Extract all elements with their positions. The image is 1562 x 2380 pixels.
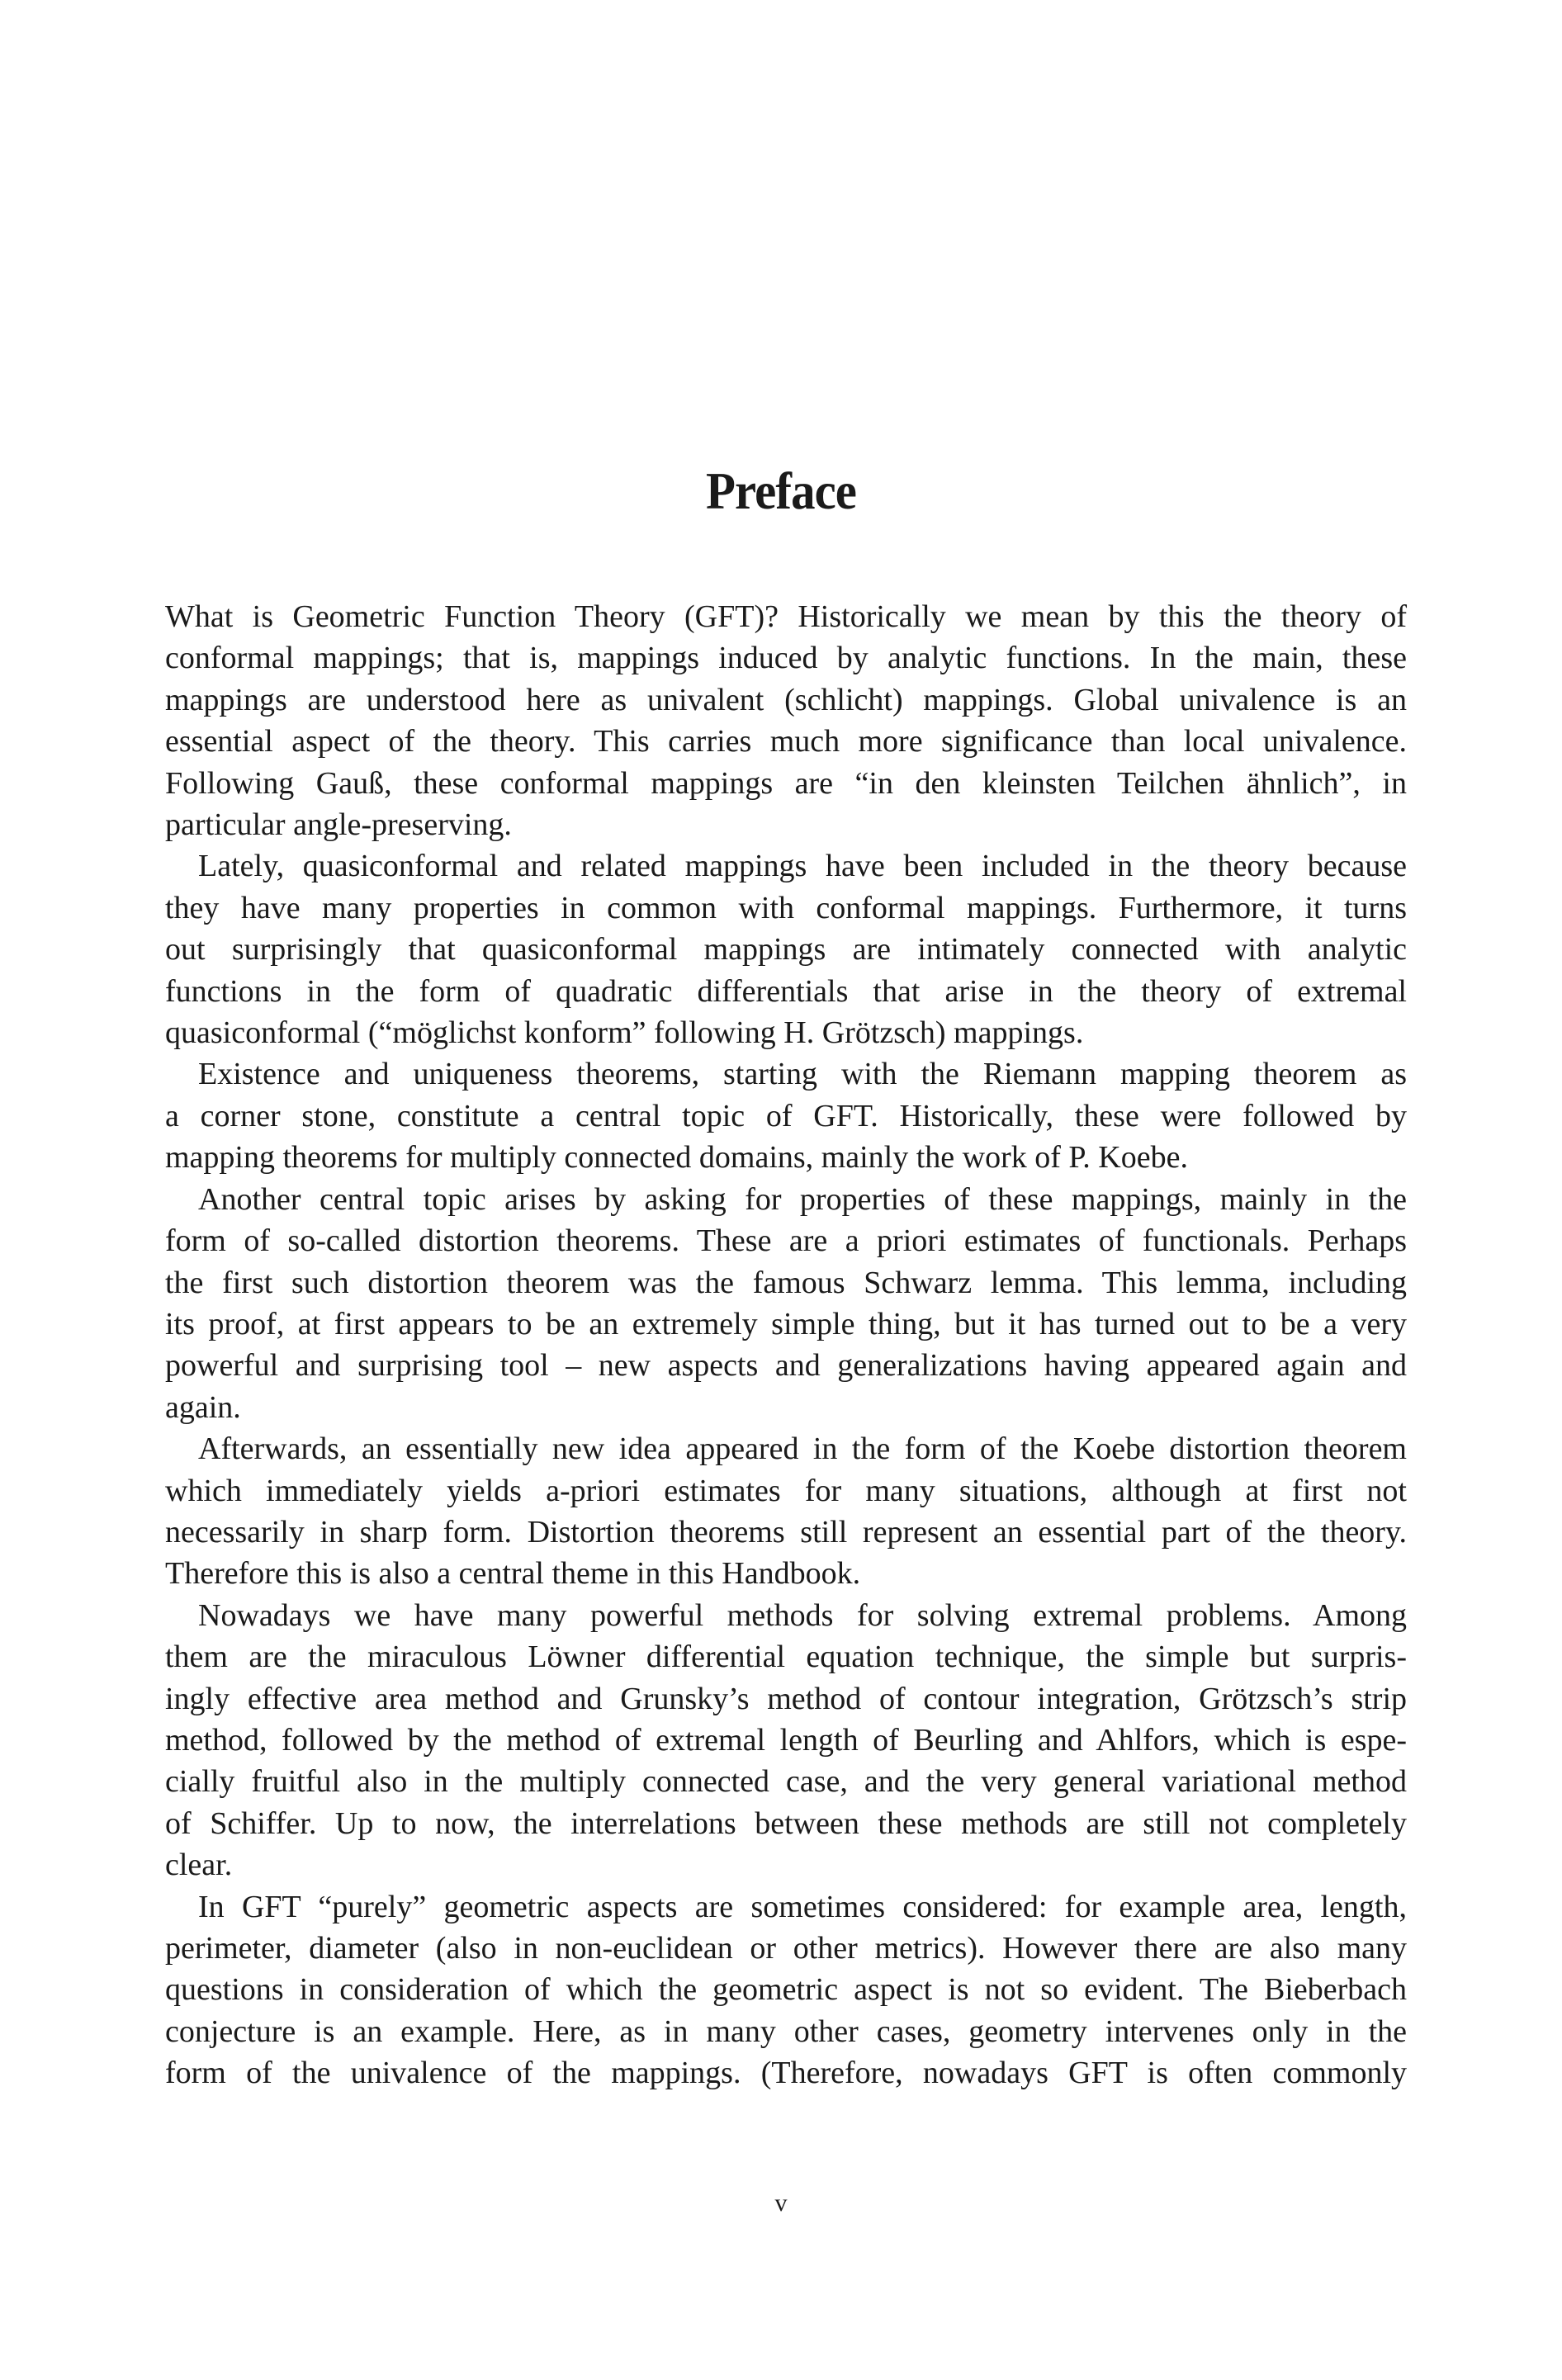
text-line: a corner stone, constitute a central topic of GFT. Historically, these were followed by (165, 1098, 1407, 1133)
text-line: Another central topic arises by asking for properties of these mappings, mainly in the (198, 1181, 1407, 1217)
paragraph (165, 1053, 1407, 1178)
paragraph (165, 845, 1407, 1053)
text-line: What is Geometric Function Theory (GFT)? Historically we mean by this the theory of (165, 599, 1407, 634)
text-line: the first such distortion theorem was the famous Schwarz lemma. This lemma, including (165, 1265, 1407, 1300)
text-line: mappings are understood here as univalent (schlicht) mappings. Global univalence is an (165, 682, 1407, 717)
text-line: its proof, at first appears to be an extremely simple thing, but it has turned out to be a very (165, 1306, 1407, 1341)
text-line: Afterwards, an essentially new idea appeared in the form of the Koebe distortion theorem (198, 1431, 1407, 1467)
text-line: Existence and uniqueness theorems, starting with the Riemann mapping theorem as (198, 1057, 1407, 1092)
text-line: Nowadays we have many powerful methods for solving extremal problems. Among (198, 1597, 1407, 1633)
text-line: conjecture is an example. Here, as in many other cases, geometry intervenes only in the (165, 2013, 1407, 2049)
text-line: form of the univalence of the mappings. (Therefore, nowadays GFT is often commonly (165, 2056, 1407, 2091)
paragraph (165, 1428, 1407, 1595)
text-line: them are the miraculous Löwner differential equation technique, the simple but surpris- (165, 1640, 1407, 1675)
text-line: clear. (165, 1848, 233, 1883)
text-line: conformal mappings; that is, mappings induced by analytic functions. In the main, these (165, 641, 1407, 676)
text-line: of Schiffer. Up to now, the interrelations between these methods are still not completely (165, 1805, 1407, 1841)
text-line: method, followed by the method of extremal length of Beurling and Ahlfors, which is espe- (165, 1722, 1407, 1758)
page-title: Preface (705, 461, 857, 520)
text-line: Lately, quasiconformal and related mappings have been included in the theory because (198, 849, 1407, 884)
text-line: form of so-called distortion theorems. These are a priori estimates of functionals. Perhaps (165, 1223, 1407, 1259)
paragraph (165, 596, 1407, 845)
page-number: v (774, 2189, 788, 2217)
paragraph (165, 1179, 1407, 1428)
text-line: mapping theorems for multiply connected domains, mainly the work of P. Koebe. (165, 1140, 1188, 1176)
text-line: In GFT “purely” geometric aspects are sometimes considered: for example area, length, (198, 1889, 1407, 1924)
paragraph (165, 1886, 1407, 2094)
text-line: Following Gauß, these conformal mappings are “in den kleinsten Teilchen ähnlich”, in (165, 765, 1407, 801)
text-line: functions in the form of quadratic differentials that arise in the theory of extremal (165, 973, 1407, 1009)
text-line: Therefore this is also a central theme in this Handbook. (165, 1556, 861, 1592)
preface-body (165, 596, 1407, 2094)
text-line: necessarily in sharp form. Distortion theorems still represent an essential part of the theory. (165, 1514, 1407, 1550)
text-line: cially fruitful also in the multiply connected case, and the very general variational method (165, 1764, 1407, 1800)
text-line: quasiconformal (“möglichst konform” following H. Grötzsch) mappings. (165, 1015, 1084, 1051)
text-line: ingly effective area method and Grunsky’s method of contour integration, Grötzsch’s strip (165, 1681, 1407, 1716)
text-line: they have many properties in common with conformal mappings. Furthermore, it turns (165, 890, 1407, 925)
text-line: essential aspect of the theory. This carries much more significance than local univalence. (165, 724, 1407, 759)
text-line: out surprisingly that quasiconformal mappings are intimately connected with analytic (165, 932, 1407, 968)
text-line: questions in consideration of which the geometric aspect is not so evident. The Bieberbach (165, 1972, 1407, 2008)
text-line: powerful and surprising tool – new aspects and generalizations having appeared again and (165, 1348, 1407, 1384)
text-line: which immediately yields a-priori estimates for many situations, although at first not (165, 1473, 1407, 1508)
paragraph (165, 1595, 1407, 1886)
text-line: particular angle-preserving. (165, 807, 512, 843)
text-line: again. (165, 1389, 241, 1425)
text-line: perimeter, diameter (also in non-euclidean or other metrics). However there are also many (165, 1931, 1407, 1966)
